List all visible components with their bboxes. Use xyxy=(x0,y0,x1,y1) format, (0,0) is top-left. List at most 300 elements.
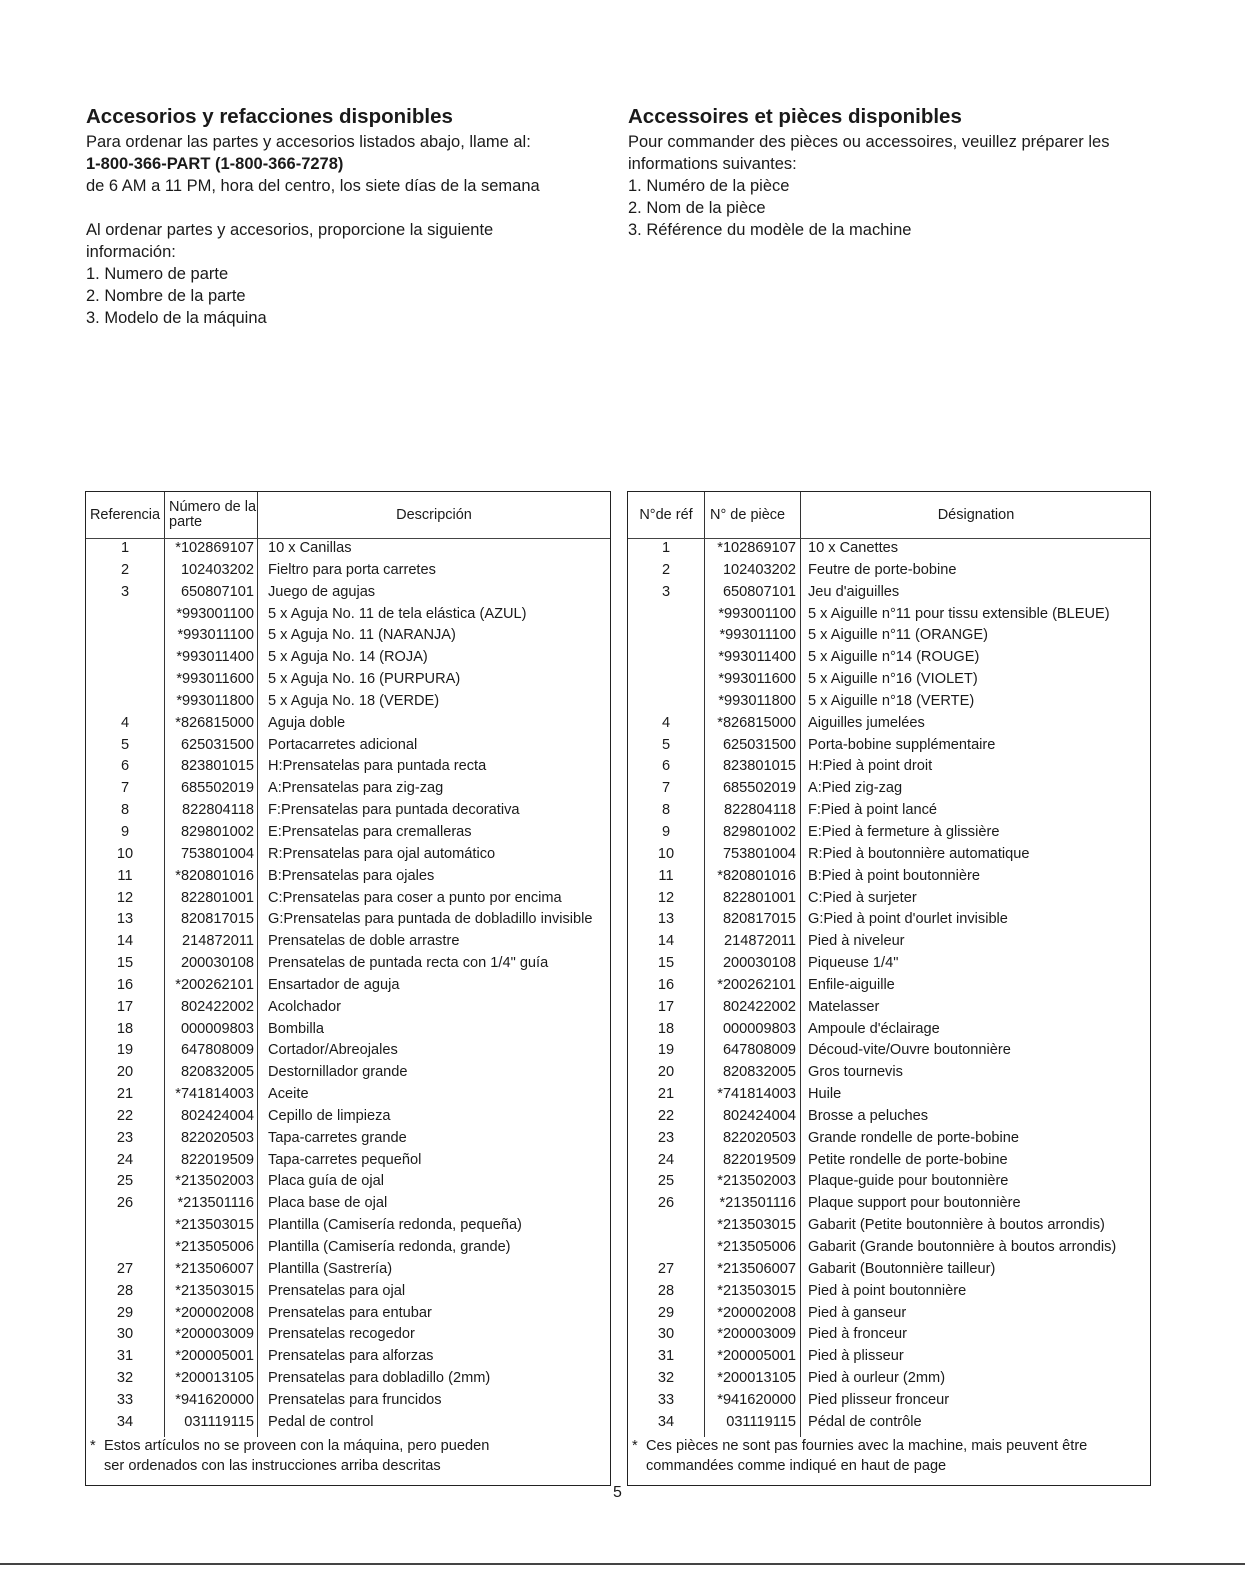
spanish-list-item: 1. Numero de parte xyxy=(86,265,229,283)
row-part-number: 823801015 xyxy=(180,758,254,775)
row-part-number: 823801015 xyxy=(722,758,796,775)
row-part-number: *213506007 xyxy=(717,1260,796,1277)
row-part-number: *826815000 xyxy=(717,714,796,731)
row-reference: 7 xyxy=(661,780,671,797)
row-part-number: 647808009 xyxy=(180,1042,254,1059)
table-row xyxy=(86,1259,610,1281)
row-part-number: *941620000 xyxy=(717,1391,796,1408)
row-part-number: *993011600 xyxy=(718,671,796,688)
row-part-number: *993001100 xyxy=(718,605,796,622)
row-part-number: *200005001 xyxy=(717,1348,796,1365)
table-row xyxy=(628,997,1150,1019)
row-reference: 21 xyxy=(116,1086,134,1103)
row-description: Gabarit (Petite boutonnière à boutos arrondis) xyxy=(808,1217,1105,1234)
header-reference: Referencia xyxy=(89,507,161,523)
row-reference: 6 xyxy=(120,758,130,775)
row-part-number: *200005001 xyxy=(175,1348,254,1365)
table-row xyxy=(86,756,610,778)
row-reference: 5 xyxy=(120,736,130,753)
row-reference: 2 xyxy=(120,561,130,578)
table-row xyxy=(86,866,610,888)
table-row xyxy=(86,953,610,975)
row-reference: 11 xyxy=(117,867,133,884)
page-bottom-rule xyxy=(0,1563,1245,1565)
row-description: Bombilla xyxy=(268,1020,324,1037)
row-part-number: *741814003 xyxy=(175,1086,254,1103)
row-description: 5 x Aiguille n°11 pour tissu extensible (BLEUE) xyxy=(808,605,1110,622)
row-part-number: *993011400 xyxy=(718,649,796,666)
row-reference: 21 xyxy=(657,1086,675,1103)
french-title: Accessoires et pièces disponibles xyxy=(628,105,962,128)
table-row xyxy=(86,735,610,757)
table-row xyxy=(628,1084,1150,1106)
row-reference: 19 xyxy=(657,1042,675,1059)
row-reference: 14 xyxy=(116,933,134,950)
table-row xyxy=(628,1215,1150,1237)
row-part-number: *102869107 xyxy=(175,540,254,556)
row-reference: 34 xyxy=(116,1413,134,1430)
row-part-number: *213503015 xyxy=(717,1282,796,1299)
row-part-number: *213501116 xyxy=(177,1195,254,1212)
row-reference: 16 xyxy=(657,976,675,993)
table-row xyxy=(86,888,610,910)
row-description: 5 x Aguja No. 18 (VERDE) xyxy=(268,692,440,709)
table-row xyxy=(628,1259,1150,1281)
row-description: Acolchador xyxy=(268,998,342,1015)
spanish-order-line: Para ordenar las partes y accesorios listados abajo, llame al: xyxy=(86,133,531,151)
row-part-number: 820832005 xyxy=(722,1064,796,1081)
row-reference: 24 xyxy=(116,1151,134,1168)
spanish-parts-table xyxy=(85,491,611,1486)
row-reference: 23 xyxy=(116,1129,134,1146)
row-part-number: *200013105 xyxy=(717,1370,796,1387)
row-part-number: *993011600 xyxy=(176,671,254,688)
row-part-number: 822020503 xyxy=(722,1129,796,1146)
row-part-number: *200262101 xyxy=(175,976,254,993)
row-part-number: 685502019 xyxy=(722,780,796,797)
row-reference: 25 xyxy=(657,1173,675,1190)
row-reference: 29 xyxy=(116,1304,134,1321)
row-description: Plantilla (Camisería redonda, grande) xyxy=(268,1239,511,1255)
row-reference: 27 xyxy=(657,1260,675,1277)
row-description: Placa base de ojal xyxy=(268,1195,388,1212)
row-part-number: 829801002 xyxy=(180,823,254,840)
footnote-line: Ces pièces ne sont pas fournies avec la machine, mais peuvent être xyxy=(646,1438,1088,1454)
table-row xyxy=(628,1346,1150,1368)
row-part-number: 820832005 xyxy=(180,1064,254,1081)
row-part-number: 000009803 xyxy=(180,1020,254,1037)
row-description: Ampoule d'éclairage xyxy=(808,1020,940,1037)
french-footnote xyxy=(632,1436,1146,1476)
table-row xyxy=(86,1150,610,1172)
row-reference: 26 xyxy=(657,1195,675,1212)
table-row xyxy=(86,1412,610,1434)
row-reference: 32 xyxy=(657,1370,675,1387)
footnote-asterisk: * xyxy=(90,1438,96,1454)
spanish-footnote xyxy=(90,1436,606,1476)
row-description: C:Pied à surjeter xyxy=(808,889,917,906)
table-row xyxy=(86,975,610,997)
row-description: Prensatelas recogedor xyxy=(268,1326,415,1343)
spanish-list-item: 2. Nombre de la parte xyxy=(86,287,246,305)
row-reference: 3 xyxy=(120,583,130,600)
row-part-number: 000009803 xyxy=(722,1020,796,1037)
spanish-intro xyxy=(86,104,606,329)
row-part-number: 102403202 xyxy=(180,561,254,578)
spanish-hours-line: de 6 AM a 11 PM, hora del centro, los siete días de la semana xyxy=(86,177,540,195)
row-description: Plantilla (Camisería redonda, pequeña) xyxy=(268,1217,522,1234)
table-header xyxy=(86,492,610,539)
row-reference: 15 xyxy=(116,955,134,972)
row-description: Tapa-carretes grande xyxy=(268,1129,407,1146)
table-row xyxy=(628,669,1150,691)
table-row xyxy=(86,1019,610,1041)
row-description: Grande rondelle de porte-bobine xyxy=(808,1129,1019,1146)
french-list-item: 3. Référence du modèle de la machine xyxy=(628,221,912,239)
row-part-number: 802422002 xyxy=(180,998,254,1015)
row-description: Pied à point boutonnière xyxy=(808,1282,967,1299)
table-row xyxy=(628,1412,1150,1434)
row-reference: 9 xyxy=(120,823,130,840)
table-row xyxy=(628,822,1150,844)
row-description: 5 x Aguja No. 11 de tela elástica (AZUL) xyxy=(268,605,527,622)
row-description: 10 x Canettes xyxy=(808,540,899,556)
row-description: Pied à ourleur (2mm) xyxy=(808,1370,946,1387)
row-reference: 32 xyxy=(116,1370,134,1387)
row-description: C:Prensatelas para coser a punto por encima xyxy=(268,889,562,906)
row-description: Brosse a peluches xyxy=(808,1107,929,1124)
row-description: 5 x Aguja No. 11 (NARANJA) xyxy=(268,627,456,644)
table-row xyxy=(628,1281,1150,1303)
row-reference: 1 xyxy=(120,540,130,556)
footnote-asterisk: * xyxy=(632,1438,638,1454)
footnote-line: ser ordenados con las instrucciones arriba descritas xyxy=(104,1458,441,1474)
row-reference: 26 xyxy=(116,1195,134,1212)
table-row xyxy=(628,1303,1150,1325)
table-row xyxy=(86,1040,610,1062)
row-part-number: *826815000 xyxy=(175,714,254,731)
row-reference: 12 xyxy=(116,889,134,906)
table-row xyxy=(628,756,1150,778)
row-description: Plaque support pour boutonnière xyxy=(808,1195,1021,1212)
row-part-number: 822019509 xyxy=(180,1151,254,1168)
row-description: E:Pied à fermeture à glissière xyxy=(808,823,1000,840)
table-row xyxy=(86,582,610,604)
row-description: Gros tournevis xyxy=(808,1064,903,1081)
row-description: Découd-vite/Ouvre boutonnière xyxy=(808,1042,1011,1059)
row-part-number: 625031500 xyxy=(180,736,254,753)
row-reference: 28 xyxy=(657,1282,675,1299)
table-row xyxy=(86,1324,610,1346)
row-reference: 23 xyxy=(657,1129,675,1146)
french-order-line: Pour commander des pièces ou accessoires, veuillez préparer les xyxy=(628,133,1110,151)
row-description: H:Pied à point droit xyxy=(808,758,933,775)
row-part-number: 685502019 xyxy=(180,780,254,797)
table-row xyxy=(628,909,1150,931)
row-reference: 17 xyxy=(657,998,675,1015)
row-reference: 12 xyxy=(657,889,675,906)
row-part-number: 200030108 xyxy=(180,955,254,972)
row-reference: 28 xyxy=(116,1282,134,1299)
table-row xyxy=(628,866,1150,888)
table-row xyxy=(86,1281,610,1303)
table-row xyxy=(86,1084,610,1106)
row-description: A:Pied zig-zag xyxy=(808,780,903,797)
french-intro xyxy=(628,104,1188,241)
row-reference: 33 xyxy=(657,1391,675,1408)
row-part-number: *820801016 xyxy=(175,867,254,884)
row-reference: 2 xyxy=(661,561,671,578)
row-part-number: 802424004 xyxy=(180,1107,254,1124)
row-reference: 10 xyxy=(657,845,675,862)
row-part-number: *993011800 xyxy=(718,692,796,709)
row-description: Prensatelas para ojal xyxy=(268,1282,406,1299)
row-reference: 15 xyxy=(657,955,675,972)
table-row xyxy=(628,1368,1150,1390)
header-description: Descripción xyxy=(396,507,472,523)
row-description: Pied à plisseur xyxy=(808,1348,904,1365)
row-description: Tapa-carretes pequeñol xyxy=(268,1151,422,1168)
footnote-line: commandées comme indiqué en haut de page xyxy=(646,1458,947,1474)
table-row xyxy=(628,582,1150,604)
row-description: Enfile-aiguille xyxy=(808,976,895,993)
row-part-number: 822804118 xyxy=(182,802,254,819)
table-row xyxy=(86,1171,610,1193)
table-row xyxy=(86,625,610,647)
row-description: Prensatelas para entubar xyxy=(268,1304,432,1321)
french-order-line-2: informations suivantes: xyxy=(628,155,797,173)
table-row xyxy=(86,822,610,844)
table-row xyxy=(628,735,1150,757)
french-parts-table xyxy=(627,491,1151,1486)
row-reference: 29 xyxy=(657,1304,675,1321)
row-reference: 25 xyxy=(116,1173,134,1190)
row-reference: 14 xyxy=(657,933,675,950)
row-reference: 18 xyxy=(116,1020,134,1037)
row-description: Porta-bobine supplémentaire xyxy=(808,736,996,753)
row-part-number: 214872011 xyxy=(182,933,254,950)
row-description: Prensatelas de doble arrastre xyxy=(268,933,460,950)
spanish-info-line-2: información: xyxy=(86,243,176,261)
french-list-item: 2. Nom de la pièce xyxy=(628,199,766,217)
table-row xyxy=(628,1150,1150,1172)
row-description: Pied à niveleur xyxy=(808,933,905,950)
spanish-title: Accesorios y refacciones disponibles xyxy=(86,105,453,128)
table-row xyxy=(86,1215,610,1237)
row-description: R:Prensatelas para ojal automático xyxy=(268,845,496,862)
header-part-number: N° de pièce xyxy=(710,507,786,523)
table-row xyxy=(628,691,1150,713)
row-reference: 33 xyxy=(116,1391,134,1408)
row-part-number: 031119115 xyxy=(184,1413,254,1430)
table-row xyxy=(628,713,1150,735)
row-part-number: *213506007 xyxy=(175,1260,254,1277)
spanish-info-line: Al ordenar partes y accesorios, proporcione la siguiente xyxy=(86,221,494,239)
row-part-number: *200262101 xyxy=(717,976,796,993)
row-description: Portacarretes adicional xyxy=(268,736,418,753)
page-number: 5 xyxy=(613,1484,622,1501)
row-description: Prensatelas para fruncidos xyxy=(268,1391,442,1408)
row-description: 5 x Aiguille n°14 (ROUGE) xyxy=(808,649,980,666)
table-row xyxy=(628,604,1150,626)
row-description: 10 x Canillas xyxy=(268,540,352,556)
table-row xyxy=(86,931,610,953)
row-description: Plaque-guide pour boutonnière xyxy=(808,1173,1009,1190)
table-row xyxy=(86,1237,610,1259)
header-part-number: Número de la parte xyxy=(169,499,257,530)
table-row xyxy=(628,1019,1150,1041)
row-part-number: 822019509 xyxy=(722,1151,796,1168)
row-part-number: *200002008 xyxy=(717,1304,796,1321)
row-description: F:Pied à point lancé xyxy=(808,802,937,819)
table-header xyxy=(628,492,1150,539)
row-part-number: 650807101 xyxy=(722,583,796,600)
row-part-number: 753801004 xyxy=(722,845,796,862)
table-row xyxy=(86,997,610,1019)
table-row xyxy=(86,778,610,800)
table-row xyxy=(628,953,1150,975)
row-part-number: *993011400 xyxy=(176,649,254,666)
row-reference: 19 xyxy=(116,1042,134,1059)
row-description: G:Pied à point d'ourlet invisible xyxy=(808,911,1008,928)
table-row xyxy=(86,691,610,713)
row-part-number: *941620000 xyxy=(175,1391,254,1408)
row-description: A:Prensatelas para zig-zag xyxy=(268,780,444,797)
row-part-number: *213502003 xyxy=(175,1173,254,1190)
table-row xyxy=(628,1390,1150,1412)
row-reference: 17 xyxy=(116,998,134,1015)
row-reference: 4 xyxy=(120,714,130,731)
row-part-number: *213503015 xyxy=(717,1217,796,1234)
row-part-number: *102869107 xyxy=(717,540,796,556)
table-row xyxy=(86,909,610,931)
row-reference: 8 xyxy=(661,802,671,819)
row-description: 5 x Aguja No. 14 (ROJA) xyxy=(268,649,428,666)
row-description: G:Prensatelas para puntada de dobladillo invisible xyxy=(268,911,593,928)
row-description: R:Pied à boutonnière automatique xyxy=(808,845,1030,862)
table-row xyxy=(628,538,1150,560)
row-reference: 13 xyxy=(116,911,134,928)
table-row xyxy=(86,647,610,669)
row-part-number: 822801001 xyxy=(180,889,254,906)
footnote-line: Estos artículos no se proveen con la máquina, pero pueden xyxy=(104,1438,490,1454)
row-reference: 18 xyxy=(657,1020,675,1037)
table-row xyxy=(86,1390,610,1412)
row-reference: 20 xyxy=(116,1064,134,1081)
row-part-number: *200003009 xyxy=(717,1326,796,1343)
row-part-number: 802422002 xyxy=(722,998,796,1015)
row-description: Pedal de control xyxy=(268,1413,374,1430)
table-row xyxy=(86,1106,610,1128)
table-row xyxy=(628,975,1150,997)
row-reference: 30 xyxy=(116,1326,134,1343)
table-row xyxy=(86,1128,610,1150)
row-description: B:Prensatelas para ojales xyxy=(268,867,435,884)
table-row xyxy=(86,669,610,691)
table-row xyxy=(628,1193,1150,1215)
row-part-number: 753801004 xyxy=(180,845,254,862)
row-part-number: *993011100 xyxy=(719,627,796,644)
row-part-number: *200013105 xyxy=(175,1370,254,1387)
row-reference: 6 xyxy=(661,758,671,775)
row-description: 5 x Aguja No. 16 (PURPURA) xyxy=(268,671,461,688)
table-row xyxy=(628,1171,1150,1193)
table-row xyxy=(628,1040,1150,1062)
row-reference: 31 xyxy=(657,1348,675,1365)
row-description: Cortador/Abreojales xyxy=(268,1042,398,1059)
row-description: 5 x Aiguille n°11 (ORANGE) xyxy=(808,627,988,644)
row-part-number: 200030108 xyxy=(722,955,796,972)
row-part-number: 102403202 xyxy=(722,561,796,578)
row-description: Gabarit (Grande boutonnière à boutos arrondis) xyxy=(808,1239,1117,1255)
row-description: Feutre de porte-bobine xyxy=(808,561,957,578)
row-part-number: 031119115 xyxy=(726,1413,796,1430)
row-part-number: 820817015 xyxy=(180,911,254,928)
row-part-number: *213505006 xyxy=(175,1239,254,1255)
table-row xyxy=(86,1062,610,1084)
row-description: Cepillo de limpieza xyxy=(268,1107,391,1124)
row-description: Aceite xyxy=(268,1086,309,1103)
table-row xyxy=(628,931,1150,953)
row-part-number: 650807101 xyxy=(180,583,254,600)
row-description: Fieltro para porta carretes xyxy=(268,561,436,578)
row-reference: 30 xyxy=(657,1326,675,1343)
row-description: Pied à fronceur xyxy=(808,1326,907,1343)
row-description: Prensatelas para dobladillo (2mm) xyxy=(268,1370,491,1387)
row-reference: 5 xyxy=(661,736,671,753)
row-reference: 3 xyxy=(661,583,671,600)
row-description: F:Prensatelas para puntada decorativa xyxy=(268,802,520,819)
table-row xyxy=(628,1237,1150,1259)
table-row xyxy=(86,1303,610,1325)
table-body xyxy=(628,538,1150,1434)
row-reference: 8 xyxy=(120,802,130,819)
header-reference: N°de réf xyxy=(639,507,693,523)
spanish-list-item: 3. Modelo de la máquina xyxy=(86,309,267,327)
row-reference: 10 xyxy=(116,845,134,862)
table-row xyxy=(628,560,1150,582)
row-description: Petite rondelle de porte-bobine xyxy=(808,1151,1008,1168)
row-reference: 9 xyxy=(661,823,671,840)
row-part-number: 625031500 xyxy=(722,736,796,753)
table-row xyxy=(628,800,1150,822)
row-reference: 7 xyxy=(120,780,130,797)
row-description: Aiguilles jumelées xyxy=(808,714,925,731)
row-reference: 22 xyxy=(116,1107,134,1124)
table-row xyxy=(86,713,610,735)
row-part-number: *213505006 xyxy=(717,1239,796,1255)
row-reference: 16 xyxy=(116,976,134,993)
table-row xyxy=(628,647,1150,669)
table-row xyxy=(628,1106,1150,1128)
row-description: Prensatelas para alforzas xyxy=(268,1348,434,1365)
row-part-number: *213502003 xyxy=(717,1173,796,1190)
table-body xyxy=(86,538,610,1434)
row-part-number: *741814003 xyxy=(717,1086,796,1103)
row-part-number: 802424004 xyxy=(722,1107,796,1124)
row-description: Huile xyxy=(808,1086,842,1103)
row-description: E:Prensatelas para cremalleras xyxy=(268,823,472,840)
row-part-number: *200002008 xyxy=(175,1304,254,1321)
row-reference: 22 xyxy=(657,1107,675,1124)
row-description: Destornillador grande xyxy=(268,1064,408,1081)
row-part-number: 822020503 xyxy=(180,1129,254,1146)
row-description: Prensatelas de puntada recta con 1/4" guía xyxy=(268,955,549,972)
row-reference: 24 xyxy=(657,1151,675,1168)
row-part-number: 822804118 xyxy=(724,802,796,819)
row-part-number: 214872011 xyxy=(724,933,796,950)
row-description: Piqueuse 1/4" xyxy=(808,955,899,972)
